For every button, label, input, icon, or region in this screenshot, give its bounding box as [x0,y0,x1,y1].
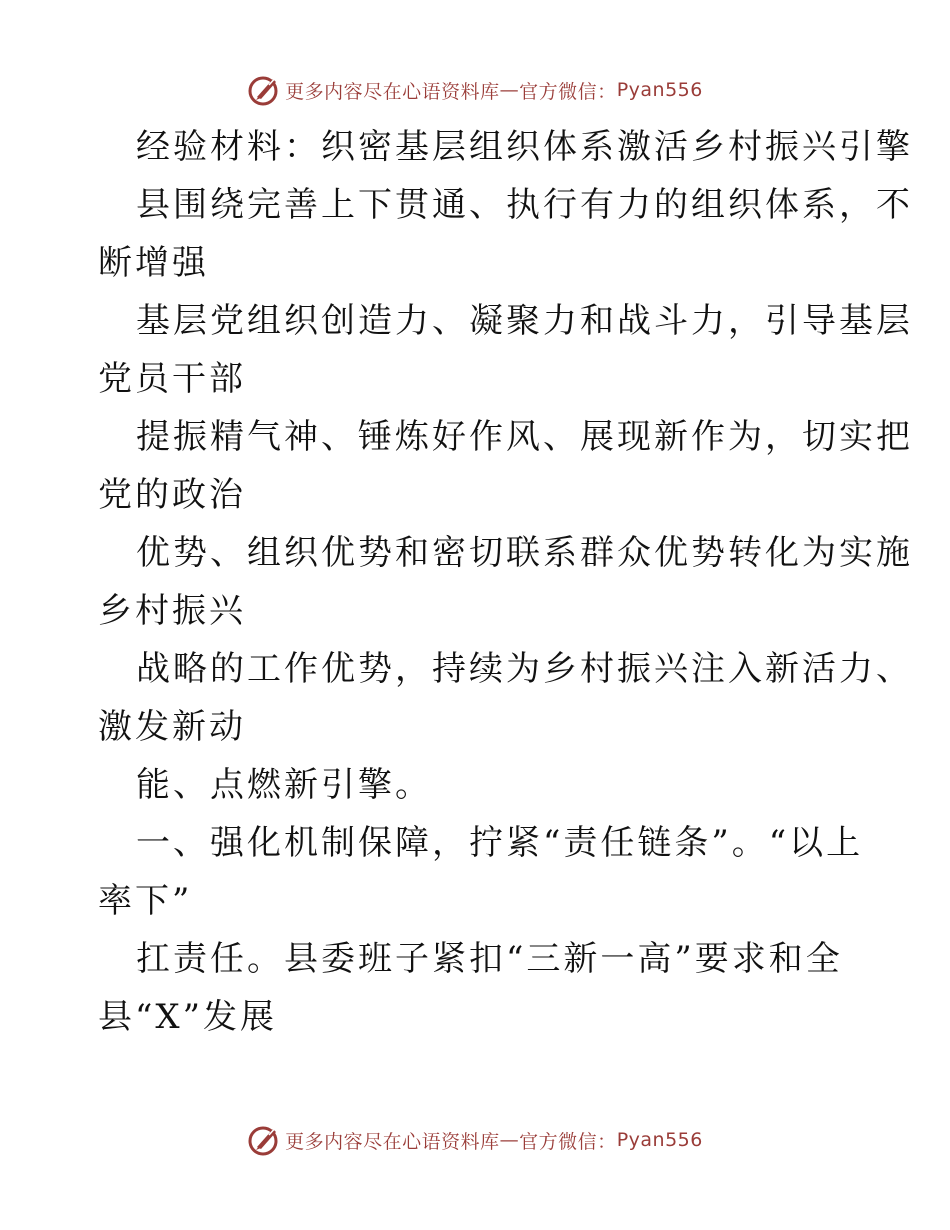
header-banner [0,70,950,110]
paragraph-line: 激发新动 [98,707,246,747]
quill-logo-icon [247,1123,281,1157]
quill-logo-icon [247,73,281,107]
paragraph-line: 能、点燃新引擎。 [136,765,432,805]
brand-text: 更多内容尽在心语资料库 [285,1130,500,1153]
wechat-label: 官方微信： [519,1130,617,1153]
wechat-id: Pyan556 [616,79,703,101]
paragraph-line: 县围绕完善上下贯通、执行有力的组织体系，不 [136,185,913,225]
paragraph-line: 提振精气神、锤炼好作风、展现新作为，切实把 [136,417,913,457]
brand-text: 更多内容尽在心语资料库 [285,80,500,103]
paragraph-line: 基层党组织创造力、凝聚力和战斗力，引导基层 [136,301,913,341]
document-title: 经验材料：织密基层组织体系激活乡村振兴引擎 [136,127,913,167]
banner-separator: — [499,1129,520,1151]
wechat-id: Pyan556 [616,1129,703,1151]
section-heading-line: 一、强化机制保障，拧紧“责任链条”。“以上 [136,823,864,863]
paragraph-line: 扛责任。县委班子紧扣“三新一高”要求和全 [136,939,843,979]
paragraph-line: 乡村振兴 [98,591,246,631]
paragraph-line: 率下” [98,881,193,921]
footer-banner [0,1120,950,1160]
paragraph-line: 战略的工作优势，持续为乡村振兴注入新活力、 [136,649,913,689]
document-body [98,118,913,1046]
banner-separator: — [499,79,520,101]
paragraph-line: 断增强 [98,243,209,283]
paragraph-line: 优势、组织优势和密切联系群众优势转化为实施 [136,533,913,573]
paragraph-line: 党的政治 [98,475,246,515]
paragraph-line: 县“X”发展 [98,997,277,1037]
wechat-label: 官方微信： [519,80,617,103]
paragraph-line: 党员干部 [98,359,246,399]
